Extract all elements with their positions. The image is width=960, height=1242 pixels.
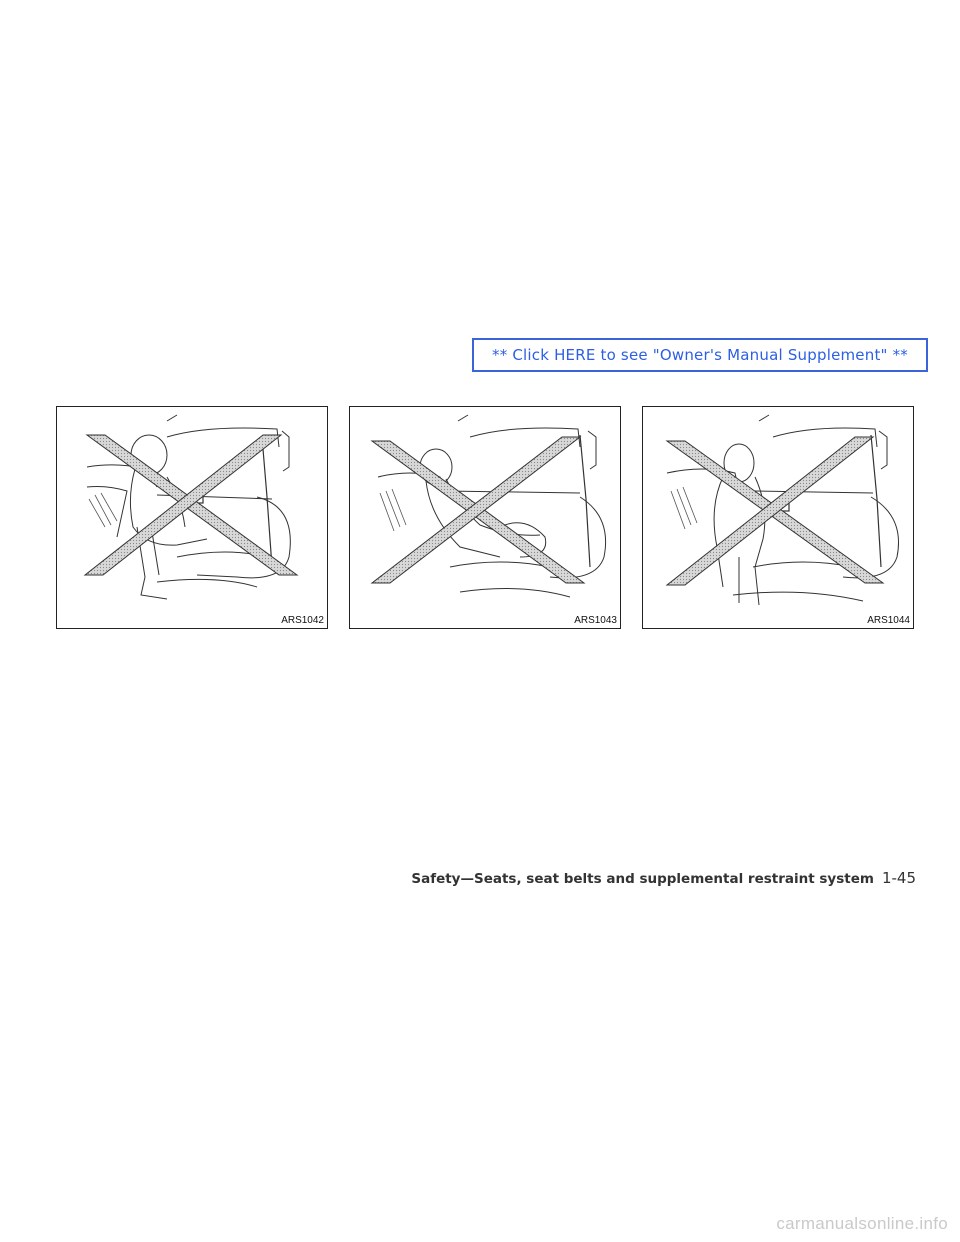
page-number: 1-45 bbox=[881, 869, 916, 887]
site-watermark: carmanualsonline.info bbox=[776, 1214, 948, 1233]
figure-code-label: ARS1044 bbox=[867, 615, 910, 626]
page-footer bbox=[0, 868, 916, 887]
car-interior-illustration bbox=[57, 407, 328, 629]
car-interior-illustration bbox=[643, 407, 914, 629]
owners-manual-supplement-link[interactable]: ** Click HERE to see "Owner's Manual Supplement" ** bbox=[472, 338, 928, 372]
figure-code-label: ARS1043 bbox=[574, 615, 617, 626]
footer-section-title: Safety—Seats, seat belts and supplemental restraint system bbox=[411, 871, 874, 887]
figure-code-label: ARS1042 bbox=[281, 615, 324, 626]
figure-ars1044 bbox=[642, 406, 914, 629]
car-interior-illustration bbox=[350, 407, 621, 629]
figure-ars1042 bbox=[56, 406, 328, 629]
figure-ars1043 bbox=[349, 406, 621, 629]
